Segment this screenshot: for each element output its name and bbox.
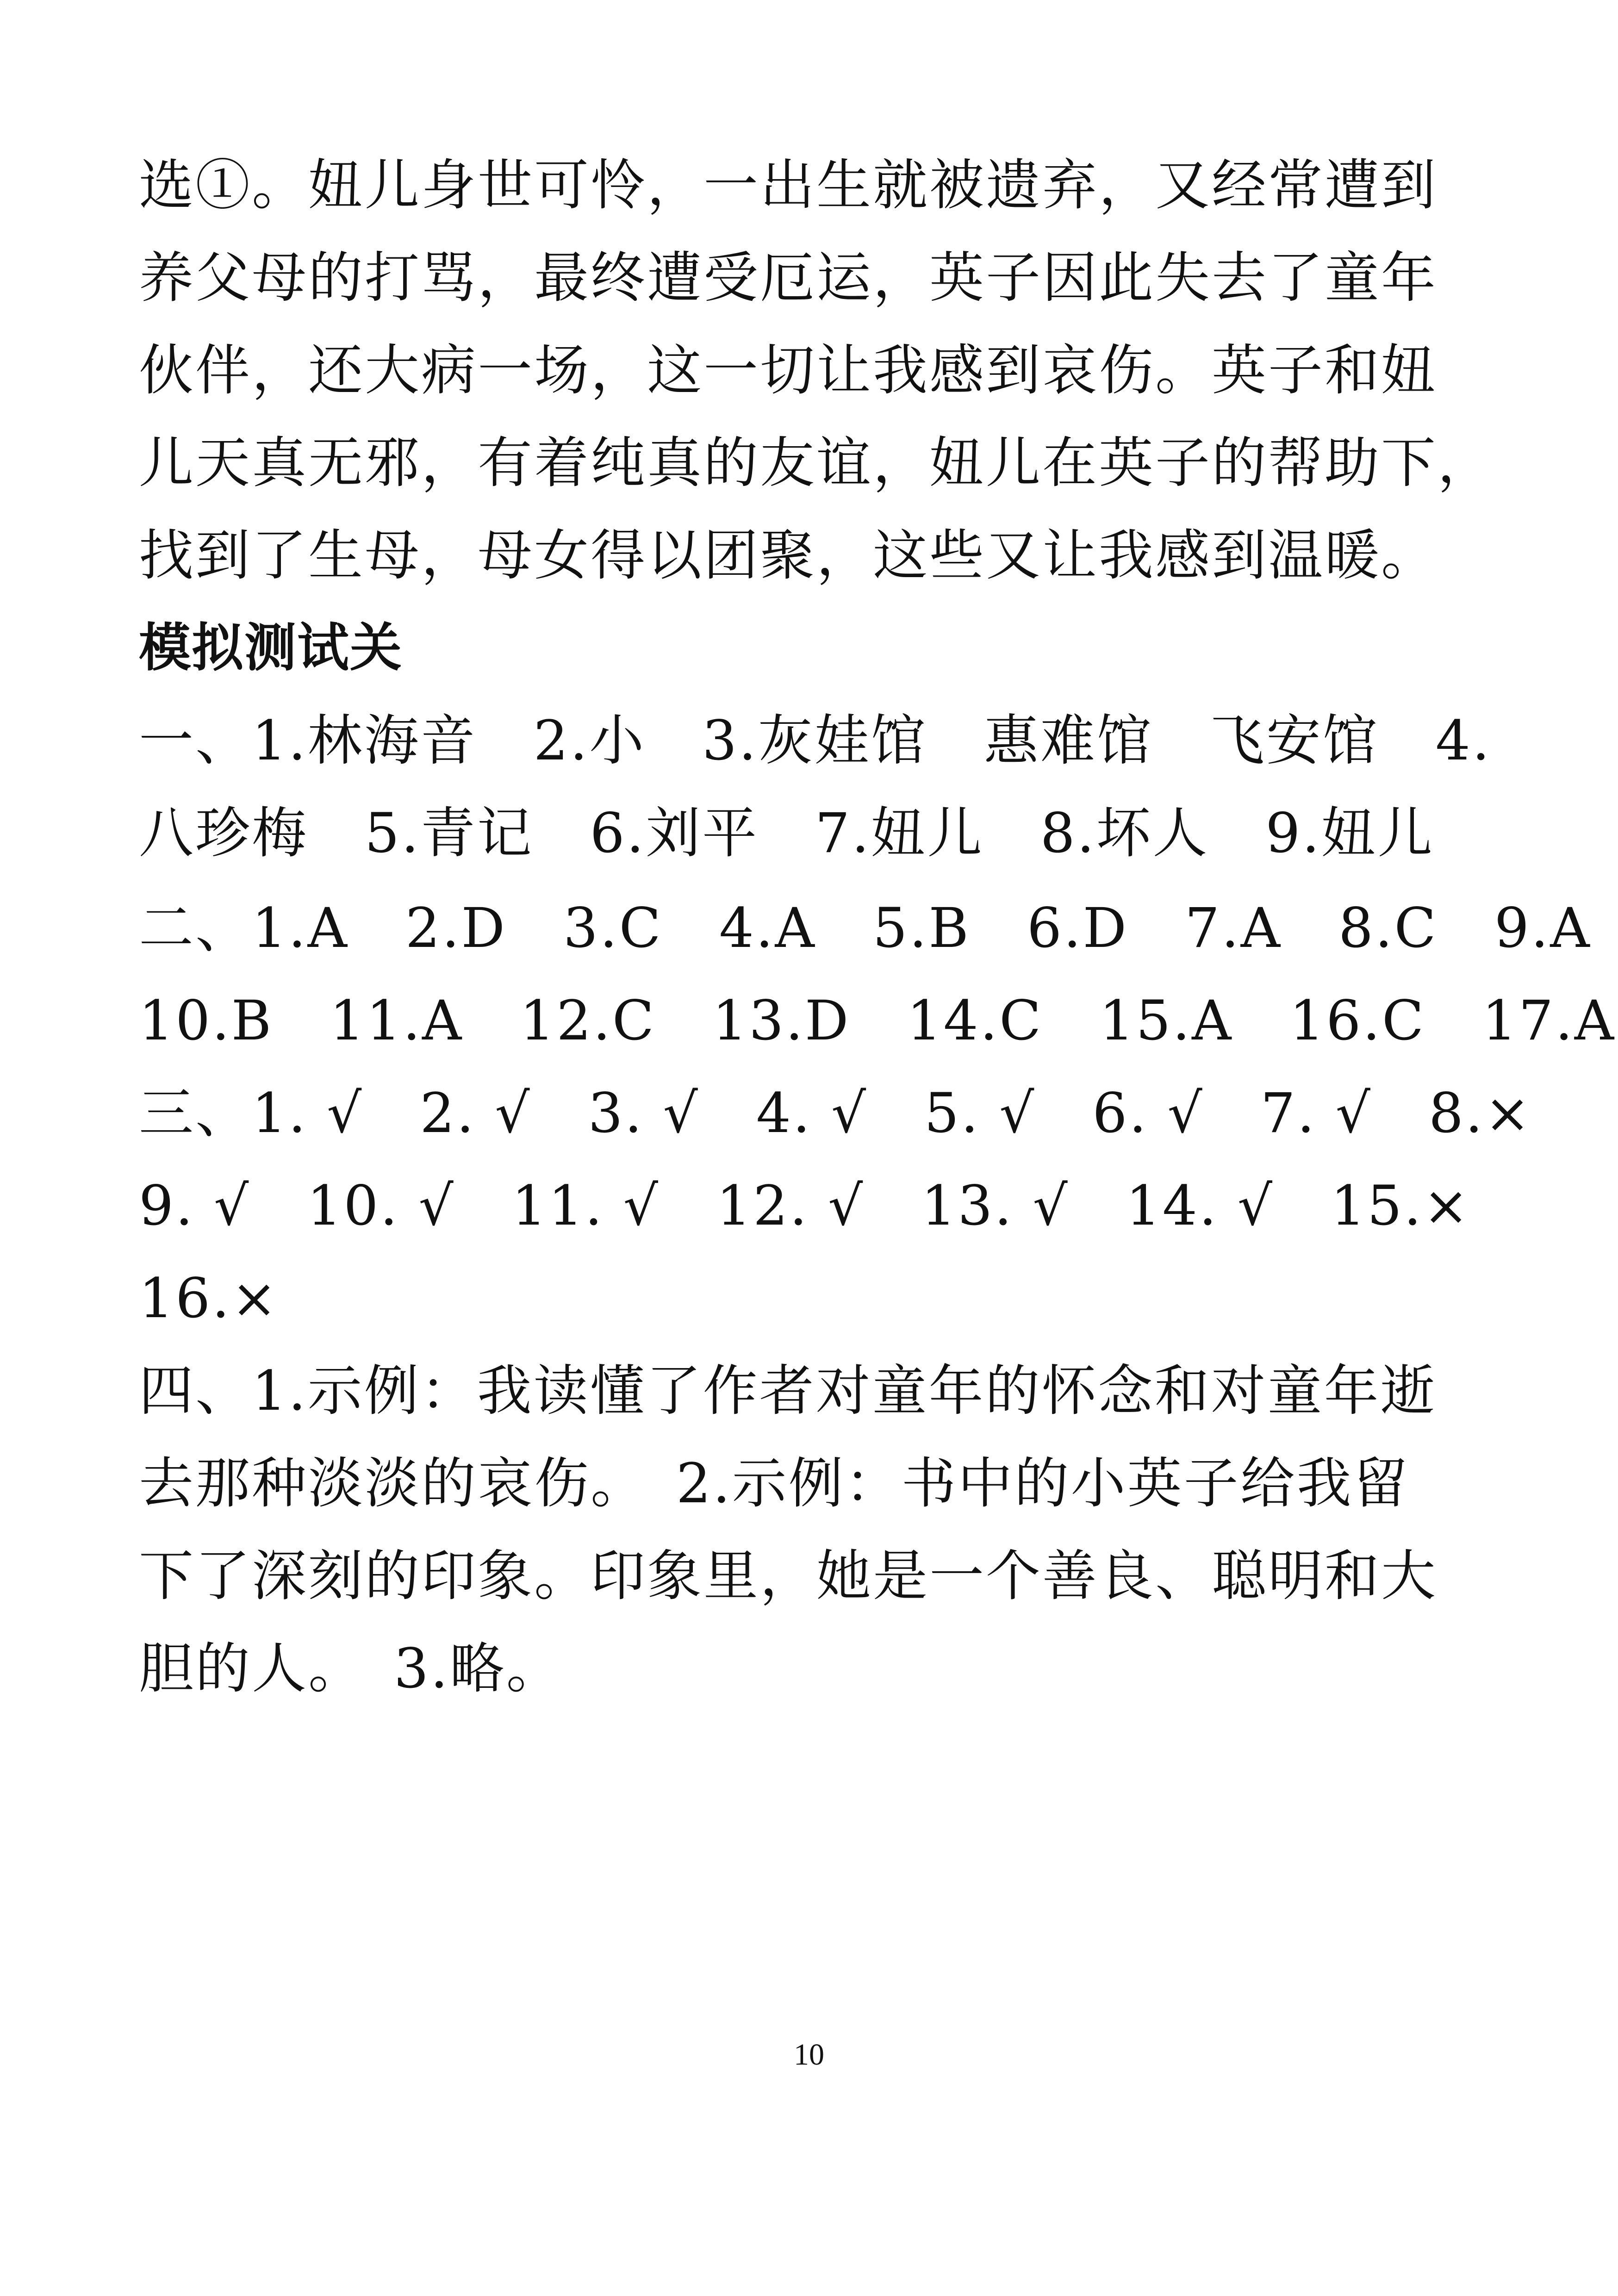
answer-line-part4: 去那种淡淡的哀伤。 2.示例：书中的小英子给我留 bbox=[139, 1451, 1410, 1515]
answer-line-part4: 四、1.示例：我读懂了作者对童年的怀念和对童年逝 bbox=[139, 1359, 1437, 1423]
answer-line-part1: 八珍梅 5.青记 6.刘平 7.妞儿 8.坏人 9.妞儿 bbox=[139, 801, 1434, 865]
answer-line-part2: 10.B 11.A 12.C 13.D 14.C 15.A 16.C 17.A bbox=[139, 989, 1616, 1052]
answer-line-part4: 下了深刻的印象。印象里，她是一个善良、聪明和大 bbox=[139, 1544, 1438, 1608]
passage-line: 儿天真无邪，有着纯真的友谊，妞儿在英子的帮助下， bbox=[139, 431, 1494, 495]
page-number: 10 bbox=[794, 2038, 824, 2072]
passage-line: 养父母的打骂，最终遭受厄运，英子因此失去了童年 bbox=[139, 246, 1438, 310]
answer-line-part4: 胆的人。 3.略。 bbox=[139, 1636, 563, 1700]
answer-line-part2: 二、1.A 2.D 3.C 4.A 5.B 6.D 7.A 8.C 9.A bbox=[139, 896, 1592, 960]
passage-line: 选①。妞儿身世可怜，一出生就被遗弃，又经常遭到 bbox=[139, 153, 1438, 217]
answer-line-part3: 三、1. √ 2. √ 3. √ 4. √ 5. √ 6. √ 7. √ 8.× bbox=[139, 1081, 1532, 1145]
passage-line: 找到了生母，母女得以团聚，这些又让我感到温暖。 bbox=[139, 523, 1438, 587]
passage-line: 伙伴，还大病一场，这一切让我感到哀伤。英子和妞 bbox=[139, 338, 1438, 402]
answer-line-part1: 一、1.林海音 2.小 3.灰娃馆 惠难馆 飞安馆 4. bbox=[139, 709, 1492, 772]
section-title: 模拟测试关 bbox=[139, 618, 403, 678]
answer-line-part3: 16.× bbox=[139, 1266, 279, 1330]
answer-line-part3: 9. √ 10. √ 11. √ 12. √ 13. √ 14. √ 15.× bbox=[139, 1174, 1471, 1238]
